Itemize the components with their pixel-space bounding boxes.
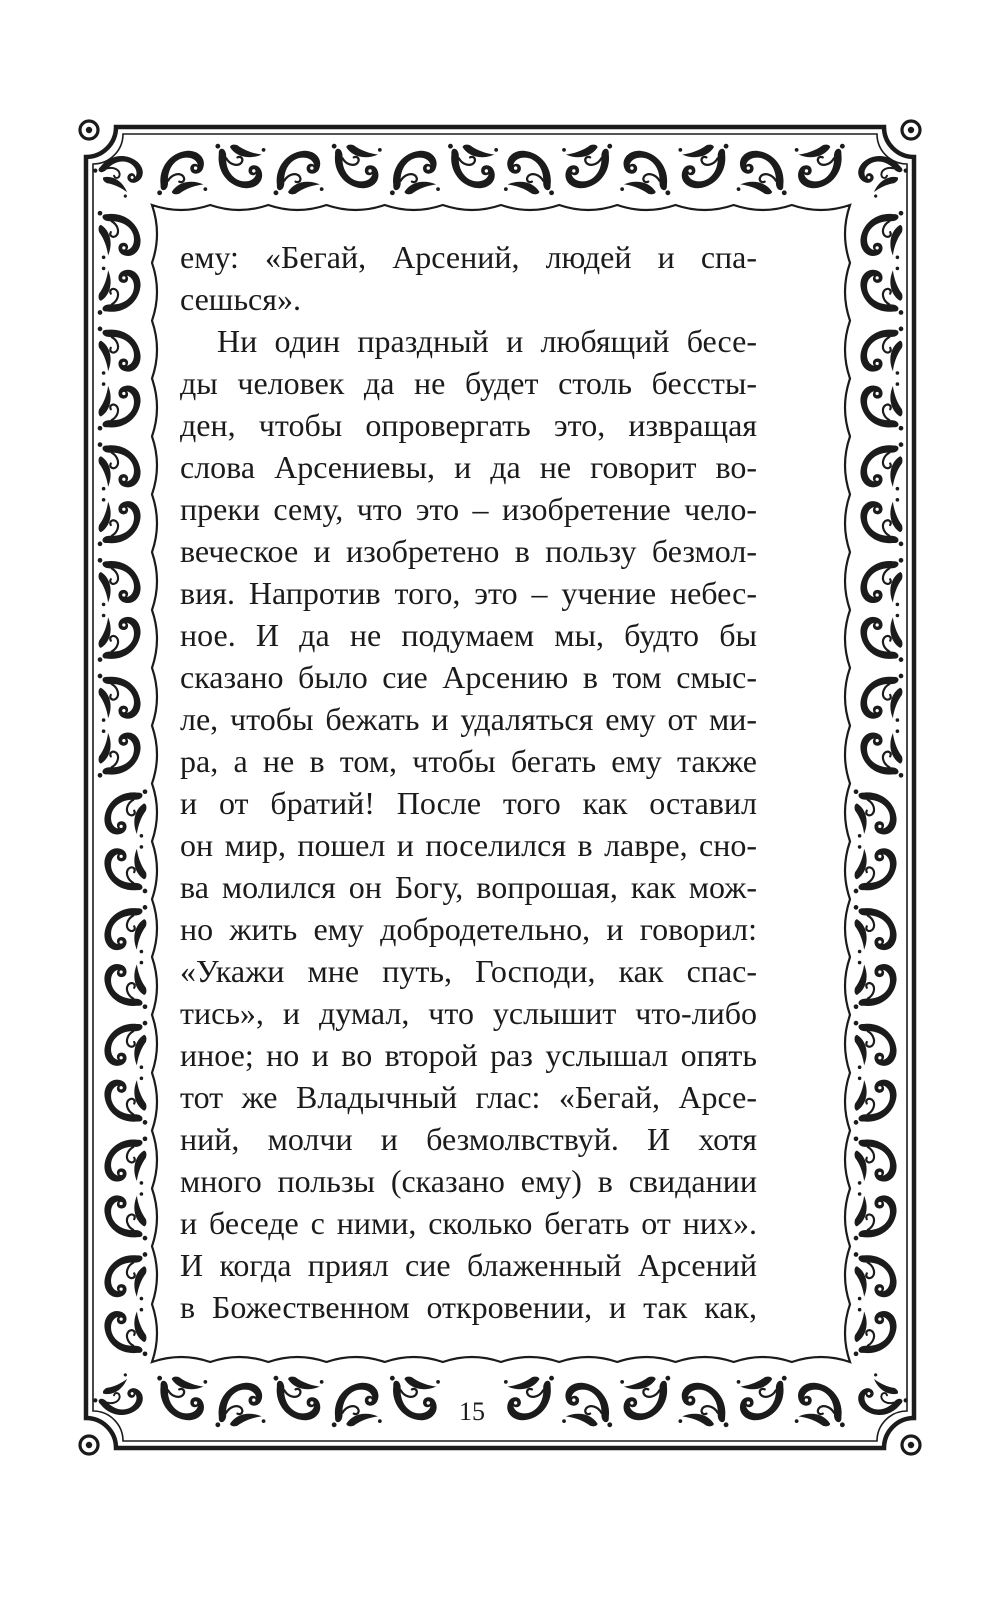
corner-bead-ring — [902, 121, 920, 139]
scroll-ornament-icon — [860, 674, 903, 722]
scroll-ornament-icon — [274, 1376, 324, 1420]
corner-bead-ring — [80, 1436, 98, 1454]
scroll-ornament-icon — [104, 1021, 147, 1069]
border-ornament — [215, 144, 265, 188]
scroll-ornament-icon — [332, 144, 382, 188]
border-ornament — [98, 442, 141, 490]
corner-bead-dot — [86, 1442, 92, 1448]
scroll-ornament-icon — [737, 1376, 787, 1420]
scroll-ornament-icon — [215, 144, 265, 188]
border-ornament — [854, 845, 897, 893]
text-line: много пользы (сказано ему) в свидании — [180, 1163, 757, 1199]
text-line: И когда приял сие блаженный Арсений — [180, 1247, 757, 1283]
scroll-ornament-icon — [504, 1376, 554, 1420]
scroll-ornament-icon — [562, 144, 612, 188]
scroll-ornament-icon — [854, 845, 897, 893]
border-ornament — [104, 1252, 147, 1300]
scroll-ornament-icon — [332, 1383, 382, 1427]
border-ornament — [332, 144, 382, 188]
text-line: ден, чтобы опровергать это, извращая — [180, 407, 757, 443]
border-ornament — [562, 144, 612, 188]
scroll-ornament-icon — [860, 442, 903, 490]
text-line: слова Арсениевы, и да не говорит во- — [180, 449, 757, 485]
border-ornament — [104, 961, 147, 1009]
scroll-ornament-icon — [104, 845, 147, 893]
border-ornament — [854, 961, 897, 1009]
border-ornament — [860, 498, 903, 546]
border-ornament — [851, 144, 908, 201]
page-number: 15 — [459, 1397, 485, 1426]
scroll-ornament-icon — [104, 1252, 147, 1300]
scroll-ornament-icon — [795, 1383, 845, 1427]
border-ornament — [854, 905, 897, 953]
text-line: преки сему, что это – изобретение чело- — [180, 491, 757, 527]
scroll-ornament-icon — [98, 729, 141, 777]
text-line: ра, а не в том, чтобы бегать ему также — [180, 743, 757, 779]
border-ornament — [737, 1376, 787, 1420]
border-ornament — [98, 498, 141, 546]
scroll-ornament-icon — [795, 144, 845, 188]
border-ornament — [737, 151, 787, 195]
border-ornament — [860, 442, 903, 490]
border-ornament — [332, 1383, 382, 1427]
scroll-ornament-icon — [104, 1077, 147, 1125]
text-line: «Укажи мне путь, Господи, как спас- — [180, 953, 757, 989]
scroll-ornament-icon — [104, 1308, 147, 1356]
text-line: ва молился он Богу, вопрошая, как мож- — [180, 869, 757, 905]
scroll-ornament-icon — [851, 144, 908, 201]
text-line: сешься». — [180, 281, 301, 317]
scroll-ornament-icon — [390, 151, 440, 195]
scroll-ornament-icon — [860, 267, 903, 315]
scroll-ornament-icon — [98, 382, 141, 430]
border-ornament — [104, 1308, 147, 1356]
scroll-ornament-icon — [448, 144, 498, 188]
text-line: он мир, пошел и поселился в лавре, сно- — [180, 827, 757, 863]
border-ornament — [620, 1376, 670, 1420]
scroll-ornament-icon — [860, 498, 903, 546]
border-ornament — [98, 614, 141, 662]
border-ornament — [104, 845, 147, 893]
text-line: в Божественном откровении, и так как, — [180, 1289, 757, 1325]
border-ornament — [854, 1077, 897, 1125]
border-ornament — [98, 327, 141, 375]
border-ornament — [678, 144, 728, 188]
scroll-ornament-icon — [104, 789, 147, 837]
text-line: ле, чтобы бежать и удаляться ему от ми- — [180, 701, 757, 737]
scroll-ornament-icon — [860, 614, 903, 662]
border-ornament — [854, 1252, 897, 1300]
scroll-ornament-icon — [104, 1136, 147, 1184]
border-ornament — [620, 151, 670, 195]
border-ornament — [390, 151, 440, 195]
border-ornament — [860, 614, 903, 662]
border-ornament — [98, 267, 141, 315]
scroll-ornament-icon — [678, 1383, 728, 1427]
border-ornament — [860, 382, 903, 430]
text-line: ему: «Бегай, Арсений, людей и спа- — [180, 239, 757, 275]
scroll-ornament-icon — [98, 442, 141, 490]
text-line: вия. Напротив того, это – учение небес- — [180, 575, 757, 611]
text-line: и от братий! После того как оставил — [180, 785, 757, 821]
scroll-ornament-icon — [854, 1077, 897, 1125]
scroll-ornament-icon — [860, 382, 903, 430]
scroll-ornament-icon — [854, 1136, 897, 1184]
border-ornament — [860, 267, 903, 315]
text-line: ды человек да не будет столь бессты- — [180, 365, 757, 401]
scroll-ornament-icon — [98, 327, 141, 375]
scroll-ornament-icon — [274, 151, 324, 195]
text-line: но жить ему добродетельно, и говорил: — [180, 911, 757, 947]
text-line: Ни один праздный и любящий бесе- — [217, 323, 757, 359]
text-line: тись», и думал, что услышит что-либо — [180, 995, 757, 1031]
corner-bead-dot — [86, 127, 92, 133]
scroll-ornament-icon — [504, 151, 554, 195]
border-ornament — [92, 144, 149, 201]
border-ornament — [98, 674, 141, 722]
border-ornament — [390, 1376, 440, 1420]
border-ornament — [98, 211, 141, 259]
corner-bead-icon — [80, 1436, 98, 1454]
scroll-ornament-icon — [98, 498, 141, 546]
scroll-ornament-icon — [104, 1192, 147, 1240]
border-ornament — [860, 729, 903, 777]
border-ornament — [98, 558, 141, 606]
scroll-ornament-icon — [854, 961, 897, 1009]
corner-bead-ring — [902, 1436, 920, 1454]
scroll-ornament-icon — [620, 1376, 670, 1420]
scroll-ornament-icon — [157, 151, 207, 195]
scroll-ornament-icon — [98, 211, 141, 259]
scroll-ornament-icon — [98, 614, 141, 662]
text-line: и беседе с ними, сколько бегать от них». — [180, 1205, 757, 1241]
paragraph — [180, 236, 757, 320]
border-ornament — [562, 1383, 612, 1427]
corner-bead-dot — [908, 127, 914, 133]
corner-bead-dot — [908, 1442, 914, 1448]
border-ornament — [854, 1021, 897, 1069]
border-ornament — [98, 729, 141, 777]
scroll-ornament-icon — [104, 905, 147, 953]
border-ornament — [851, 1370, 908, 1427]
scroll-ornament-icon — [854, 905, 897, 953]
border-ornament — [104, 1136, 147, 1184]
body-text — [180, 236, 757, 1328]
text-line: тот же Владычный глас: «Бегай, Арсе- — [180, 1079, 757, 1115]
border-ornament — [92, 1370, 149, 1427]
corner-bead-ring — [80, 121, 98, 139]
border-ornament — [860, 558, 903, 606]
border-ornament — [854, 1192, 897, 1240]
scroll-ornament-icon — [157, 1376, 207, 1420]
scroll-ornament-icon — [854, 1192, 897, 1240]
border-ornament — [860, 211, 903, 259]
scroll-ornament-icon — [92, 144, 149, 201]
border-ornament — [504, 1376, 554, 1420]
scroll-ornament-icon — [215, 1383, 265, 1427]
border-ornament — [104, 905, 147, 953]
scroll-ornament-icon — [854, 789, 897, 837]
scroll-ornament-icon — [678, 144, 728, 188]
border-ornament — [860, 674, 903, 722]
text-line: сказано было сие Арсению в том смыс- — [180, 659, 757, 695]
corner-bead-icon — [902, 1436, 920, 1454]
border-ornament — [795, 1383, 845, 1427]
border-ornament — [860, 327, 903, 375]
scroll-ornament-icon — [104, 961, 147, 1009]
scroll-ornament-icon — [854, 1308, 897, 1356]
border-ornament — [854, 789, 897, 837]
border-ornament — [104, 1077, 147, 1125]
border-ornament — [104, 1192, 147, 1240]
border-ornament — [795, 144, 845, 188]
scroll-ornament-icon — [562, 1383, 612, 1427]
border-ornament — [504, 151, 554, 195]
scroll-ornament-icon — [854, 1252, 897, 1300]
border-ornament — [274, 151, 324, 195]
text-line: иное; но и во второй раз услышал опять — [180, 1037, 757, 1073]
border-ornament — [215, 1383, 265, 1427]
border-ornament — [98, 382, 141, 430]
border-ornament — [104, 789, 147, 837]
scroll-ornament-icon — [860, 327, 903, 375]
scroll-ornament-icon — [860, 729, 903, 777]
scroll-ornament-icon — [92, 1370, 149, 1427]
scroll-ornament-icon — [860, 211, 903, 259]
corner-bead-icon — [902, 121, 920, 139]
scroll-ornament-icon — [737, 151, 787, 195]
scroll-ornament-icon — [98, 558, 141, 606]
border-ornament — [104, 1021, 147, 1069]
border-ornament — [854, 1308, 897, 1356]
text-line: ний, молчи и безмолвствуй. И хотя — [180, 1121, 757, 1157]
scroll-ornament-icon — [854, 1021, 897, 1069]
scroll-ornament-icon — [860, 558, 903, 606]
border-ornament — [448, 144, 498, 188]
scroll-ornament-icon — [620, 151, 670, 195]
scroll-ornament-icon — [851, 1370, 908, 1427]
border-ornament — [854, 1136, 897, 1184]
paragraph — [180, 320, 757, 1328]
scroll-ornament-icon — [390, 1376, 440, 1420]
scroll-ornament-icon — [98, 267, 141, 315]
border-ornament — [274, 1376, 324, 1420]
border-ornament — [157, 151, 207, 195]
text-line: веческое и изобретено в пользу безмол- — [180, 533, 757, 569]
corner-bead-icon — [80, 121, 98, 139]
border-ornament — [678, 1383, 728, 1427]
border-ornament — [157, 1376, 207, 1420]
scroll-ornament-icon — [98, 674, 141, 722]
text-line: ное. И да не подумаем мы, будто бы — [180, 617, 757, 653]
